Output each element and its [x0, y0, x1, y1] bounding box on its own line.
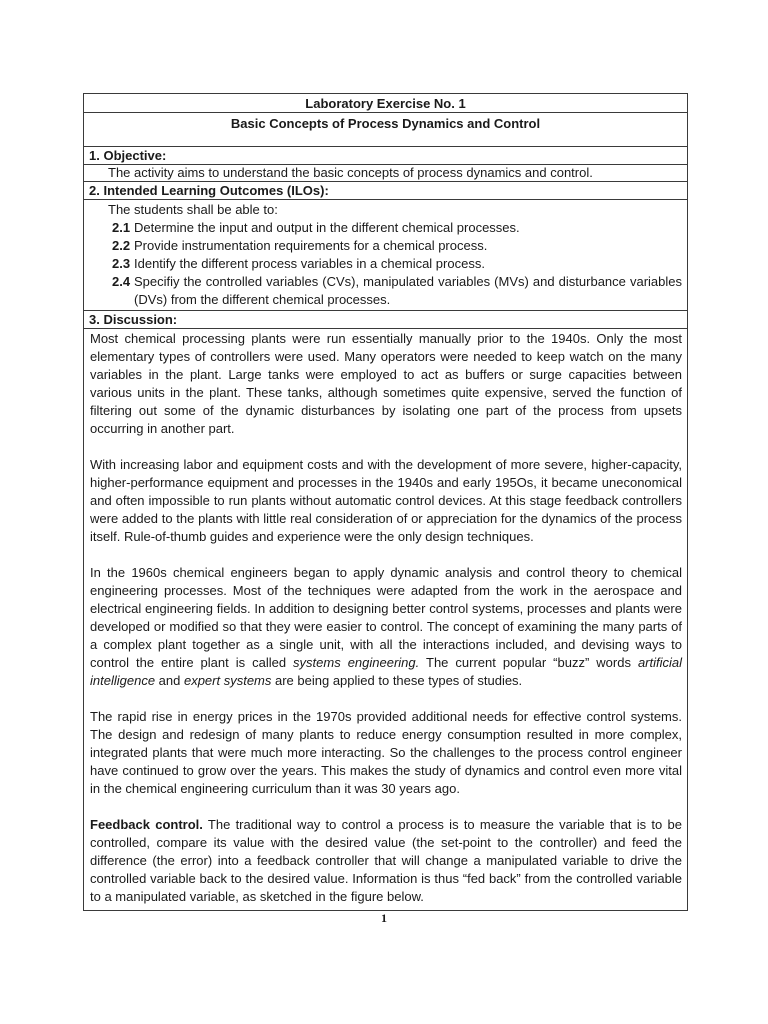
paragraph-text: are being applied to these types of studies.	[271, 673, 523, 688]
objective-text: The activity aims to understand the basic concepts of process dynamics and control.	[84, 165, 687, 182]
paragraph-text: The traditional way to control a process is to measure the variable that is to be controlled, compare its value with the desired value (the set-point to the controller) and feed the difference (the error) into a feedback controller that will change a manipulated variable to drive the controlled variable back to the desired value. Information is thus “fed back” from the controlled variable to a manipulated variable, as sketched in the figure below.	[90, 817, 682, 904]
paragraph-text: The current popular “buzz” words	[419, 655, 638, 670]
ilo-text: Determine the input and output in the different chemical processes.	[134, 220, 520, 235]
ilo-item	[108, 273, 682, 309]
paragraph-text: and	[155, 673, 184, 688]
ilo-number: 2.3	[112, 256, 131, 271]
discussion-paragraph	[90, 564, 682, 690]
ilo-item	[108, 237, 682, 255]
feedback-control-term: Feedback control.	[90, 817, 203, 832]
ilos-list	[84, 200, 687, 311]
lab-exercise-table	[83, 93, 688, 911]
ilo-text: Provide instrumentation requirements for a chemical process.	[134, 238, 488, 253]
exercise-subtitle: Basic Concepts of Process Dynamics and Control	[84, 113, 687, 147]
objective-heading: 1. Objective:	[84, 147, 687, 165]
ilos-intro: The students shall be able to:	[108, 202, 278, 217]
discussion-paragraph	[90, 816, 682, 906]
discussion-paragraph: The rapid rise in energy prices in the 1970s provided additional needs for effective control systems. The design and redesign of many plants to reduce energy consumption resulted in more complex, integrated plants that were much more interacting. So the challenges to the process control engineer have continued to grow over the years. This makes the study of dynamics and control even more vital in the chemical engineering curriculum than it was 30 years ago.	[90, 709, 682, 796]
ilo-number: 2.4	[112, 274, 131, 289]
term-artificial-intelligence: artificial intelligence	[90, 655, 683, 688]
page-number: 1	[381, 911, 387, 925]
ilo-text: Specifiy the controlled variables (CVs), manipulated variables (MVs) and disturbance variables (DVs) from the different chemical processes.	[134, 274, 682, 307]
discussion-heading: 3. Discussion:	[84, 311, 687, 329]
ilo-text: Identify the different process variables in a chemical process.	[134, 256, 485, 271]
ilo-item	[108, 219, 682, 237]
ilo-number: 2.2	[112, 238, 131, 253]
ilos-heading: 2. Intended Learning Outcomes (ILOs):	[84, 182, 687, 200]
ilo-number: 2.1	[112, 220, 131, 235]
discussion-paragraph: With increasing labor and equipment costs and with the development of more severe, higher-capacity, higher-performance equipment and processes in the 1940s and early 195Os, it became uneconomical and often impossible to run plants without automatic control devices. At this stage feedback controllers were added to the plants with little real consideration of or appreciation for the dynamics of the process itself. Rule-of-thumb guides and experience were the only design techniques.	[90, 457, 682, 544]
discussion-body	[84, 329, 687, 910]
paragraph-text: In the 1960s chemical engineers began to apply dynamic analysis and control theory to chemical engineering processes. Most of the techniques were adapted from the work in the aerospace and electrical engineering fields. In addition to designing better control systems, processes and plants were developed or modified so that they were easier to control. The concept of examining the many parts of a complex plant together as a single unit, with all the interactions included, and devising ways to control the entire plant is called	[90, 565, 682, 670]
exercise-title: Laboratory Exercise No. 1	[84, 94, 687, 113]
term-systems-engineering: systems engineering.	[293, 655, 420, 670]
term-expert-systems: expert systems	[183, 673, 272, 688]
discussion-paragraph: Most chemical processing plants were run essentially manually prior to the 1940s. Only the most elementary types of controllers were used. Many operators were needed to keep watch on the many variables in the plant. Large tanks were employed to act as buffers or surge capacities between various units in the plant. These tanks, although sometimes quite expensive, served the function of filtering out some of the dynamic disturbances by isolating one part of the process from upsets occurring in another part.	[90, 331, 682, 436]
ilo-item	[108, 255, 682, 273]
